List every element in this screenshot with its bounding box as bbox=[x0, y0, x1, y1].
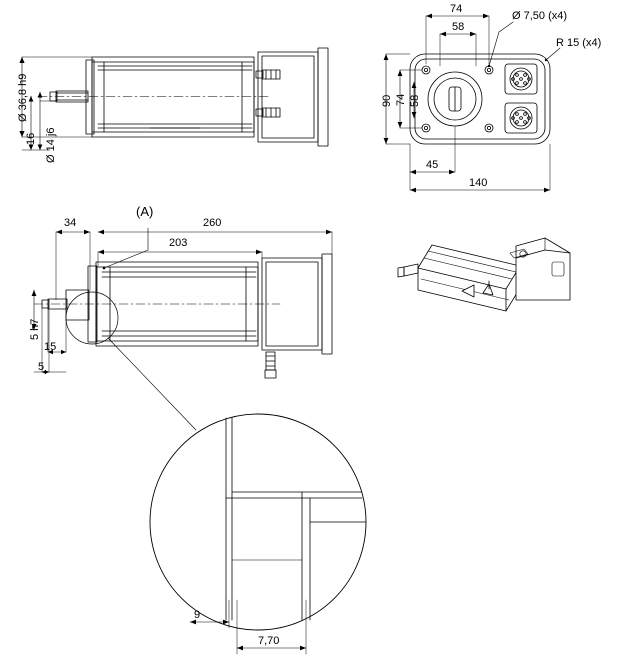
dim-label-9: 9 bbox=[194, 609, 201, 621]
view-middle-left-side bbox=[29, 228, 332, 430]
dim-label-203: 203 bbox=[169, 237, 188, 249]
note-hole-diameter: Ø 7,50 (x4) bbox=[512, 10, 568, 22]
dim-label-58-top: 58 bbox=[452, 21, 465, 33]
dim-label-5-h7: 5 h7 bbox=[29, 318, 41, 340]
dim-label-diameter-36-8-h9: Ø 36,8 h9 bbox=[17, 73, 29, 122]
view-isometric bbox=[398, 238, 570, 311]
view-top-left-side bbox=[19, 48, 328, 150]
dim-label-58-vertical: 58 bbox=[409, 94, 421, 107]
dim-label-diameter-14-j6: Ø 14 j6 bbox=[45, 127, 57, 163]
dim-label-34: 34 bbox=[64, 217, 77, 229]
dim-label-15: 15 bbox=[44, 341, 57, 353]
dim-label-140: 140 bbox=[469, 177, 488, 189]
dim-label-260: 260 bbox=[203, 217, 222, 229]
note-corner-radius: R 15 (x4) bbox=[556, 37, 602, 49]
dim-label-16: 16 bbox=[25, 132, 37, 145]
dim-label-7-70: 7,70 bbox=[258, 635, 280, 647]
dim-label-5: 5 bbox=[38, 361, 45, 373]
dim-label-74-top: 74 bbox=[450, 3, 463, 15]
dim-label-90: 90 bbox=[381, 94, 393, 107]
detail-marker-a: (A) bbox=[136, 204, 154, 219]
dim-label-45: 45 bbox=[426, 159, 439, 171]
view-detail-A bbox=[150, 414, 366, 654]
dim-label-74-vertical: 74 bbox=[395, 93, 407, 106]
